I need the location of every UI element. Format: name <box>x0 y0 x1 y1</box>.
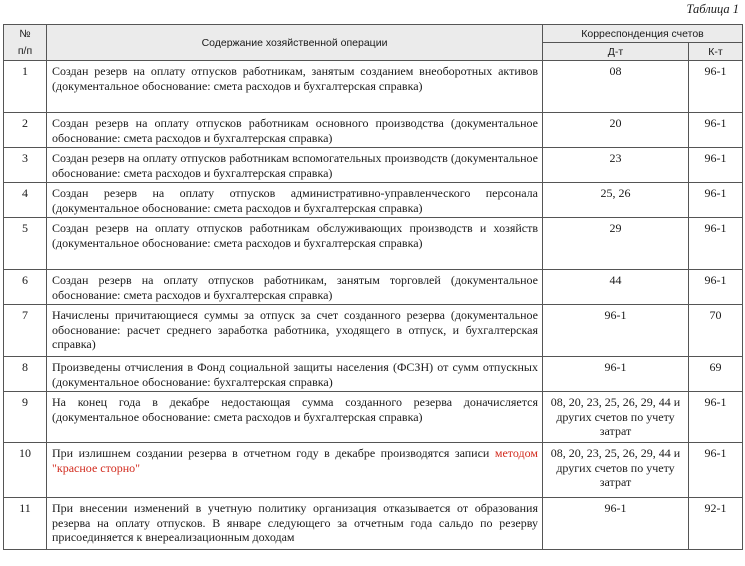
row-text: Создан резерв на оплату отпусков административно-управленческого персонала (документальное обоснование: смета расходов и бухгалтерская справка) <box>47 183 543 218</box>
row-debit: 20 <box>543 113 689 148</box>
row-num: 6 <box>4 270 47 305</box>
table-row <box>4 183 743 218</box>
row-num: 5 <box>4 218 47 270</box>
row-credit: 96-1 <box>689 113 743 148</box>
table-row <box>4 498 743 550</box>
row-num: 4 <box>4 183 47 218</box>
row-text: Создан резерв на оплату отпусков работникам, занятым созданием внеоборотных активов (документальное обоснование: смета расходов и бухгалтерская справка) <box>47 61 543 113</box>
header-content: Содержание хозяйственной операции <box>47 25 543 61</box>
row-credit: 96-1 <box>689 392 743 443</box>
row-credit: 96-1 <box>689 183 743 218</box>
table-row <box>4 148 743 183</box>
row-debit: 08 <box>543 61 689 113</box>
row-debit: 29 <box>543 218 689 270</box>
accounting-entries-table <box>3 24 743 550</box>
row-text: При внесении изменений в учетную политику организация отказывается от образования резерва на оплату отпусков. В январе следующего за отчетным года сальдо по резерву присоединяется к внереализационным доходам <box>47 498 543 550</box>
row-num: 3 <box>4 148 47 183</box>
row-text: Создан резерв на оплату отпусков работникам основного производства (документальное обоснование: смета расходов и бухгалтерская справка) <box>47 113 543 148</box>
table-caption: Таблица 1 <box>686 2 739 16</box>
header-num-line1: № <box>19 27 31 40</box>
row-credit: 96-1 <box>689 148 743 183</box>
row-text: На конец года в декабре недостающая сумма созданного резерва доначисляется (документальное обоснование: смета расходов и бухгалтерская справка) <box>47 392 543 443</box>
header-correspondence: Корреспонденция счетов <box>543 25 743 43</box>
table-row <box>4 218 743 270</box>
row-debit: 08, 20, 23, 25, 26, 29, 44 и других счетов по учету затрат <box>543 443 689 498</box>
row-text-plain: При излишнем создании резерва в отчетном году в декабре производятся записи <box>52 446 495 460</box>
row-num: 11 <box>4 498 47 550</box>
row-text: Создан резерв на оплату отпусков работникам вспомогательных производств (документальное обоснование: смета расходов и бухгалтерская справка) <box>47 148 543 183</box>
row-debit: 96-1 <box>543 305 689 357</box>
row-debit: 25, 26 <box>543 183 689 218</box>
row-debit: 23 <box>543 148 689 183</box>
row-num: 9 <box>4 392 47 443</box>
row-debit: 96-1 <box>543 498 689 550</box>
row-text: Произведены отчисления в Фонд социальной защиты населения (ФСЗН) от сумм отпускных (документальное обоснование: бухгалтерская справка) <box>47 357 543 392</box>
row-credit: 92-1 <box>689 498 743 550</box>
row-credit: 96-1 <box>689 270 743 305</box>
table-row <box>4 270 743 305</box>
row-debit: 08, 20, 23, 25, 26, 29, 44 и других счетов по учету затрат <box>543 392 689 443</box>
table-row <box>4 392 743 443</box>
row-text: Создан резерв на оплату отпусков работникам, занятым торговлей (документальное обоснование: смета расходов и бухгалтерская справка) <box>47 270 543 305</box>
row-num: 10 <box>4 443 47 498</box>
row-num: 7 <box>4 305 47 357</box>
header-debit: Д-т <box>543 43 689 61</box>
table-row <box>4 61 743 113</box>
red-storno-method-text: методом "красное сторно" <box>52 446 538 475</box>
row-credit: 96-1 <box>689 443 743 498</box>
header-num <box>4 25 47 61</box>
row-text: Начислены причитающиеся суммы за отпуск за счет созданного резерва (документальное обоснование: расчет среднего заработка работника, уходящего в отпуск, и бухгалтерская справка) <box>47 305 543 357</box>
row-debit: 96-1 <box>543 357 689 392</box>
row-num: 1 <box>4 61 47 113</box>
row-num: 2 <box>4 113 47 148</box>
row-credit: 96-1 <box>689 218 743 270</box>
row-text <box>47 443 543 498</box>
table-row <box>4 305 743 357</box>
row-credit: 70 <box>689 305 743 357</box>
header-num-line2: п/п <box>17 44 33 57</box>
header-credit: К-т <box>689 43 743 61</box>
table-row <box>4 113 743 148</box>
table-row <box>4 357 743 392</box>
row-text: Создан резерв на оплату отпусков работникам обслуживающих производств и хозяйств (документальное обоснование: смета расходов и бухгалтерская справка) <box>47 218 543 270</box>
table-row <box>4 443 743 498</box>
row-credit: 96-1 <box>689 61 743 113</box>
row-debit: 44 <box>543 270 689 305</box>
row-credit: 69 <box>689 357 743 392</box>
table-header <box>4 25 743 61</box>
row-num: 8 <box>4 357 47 392</box>
